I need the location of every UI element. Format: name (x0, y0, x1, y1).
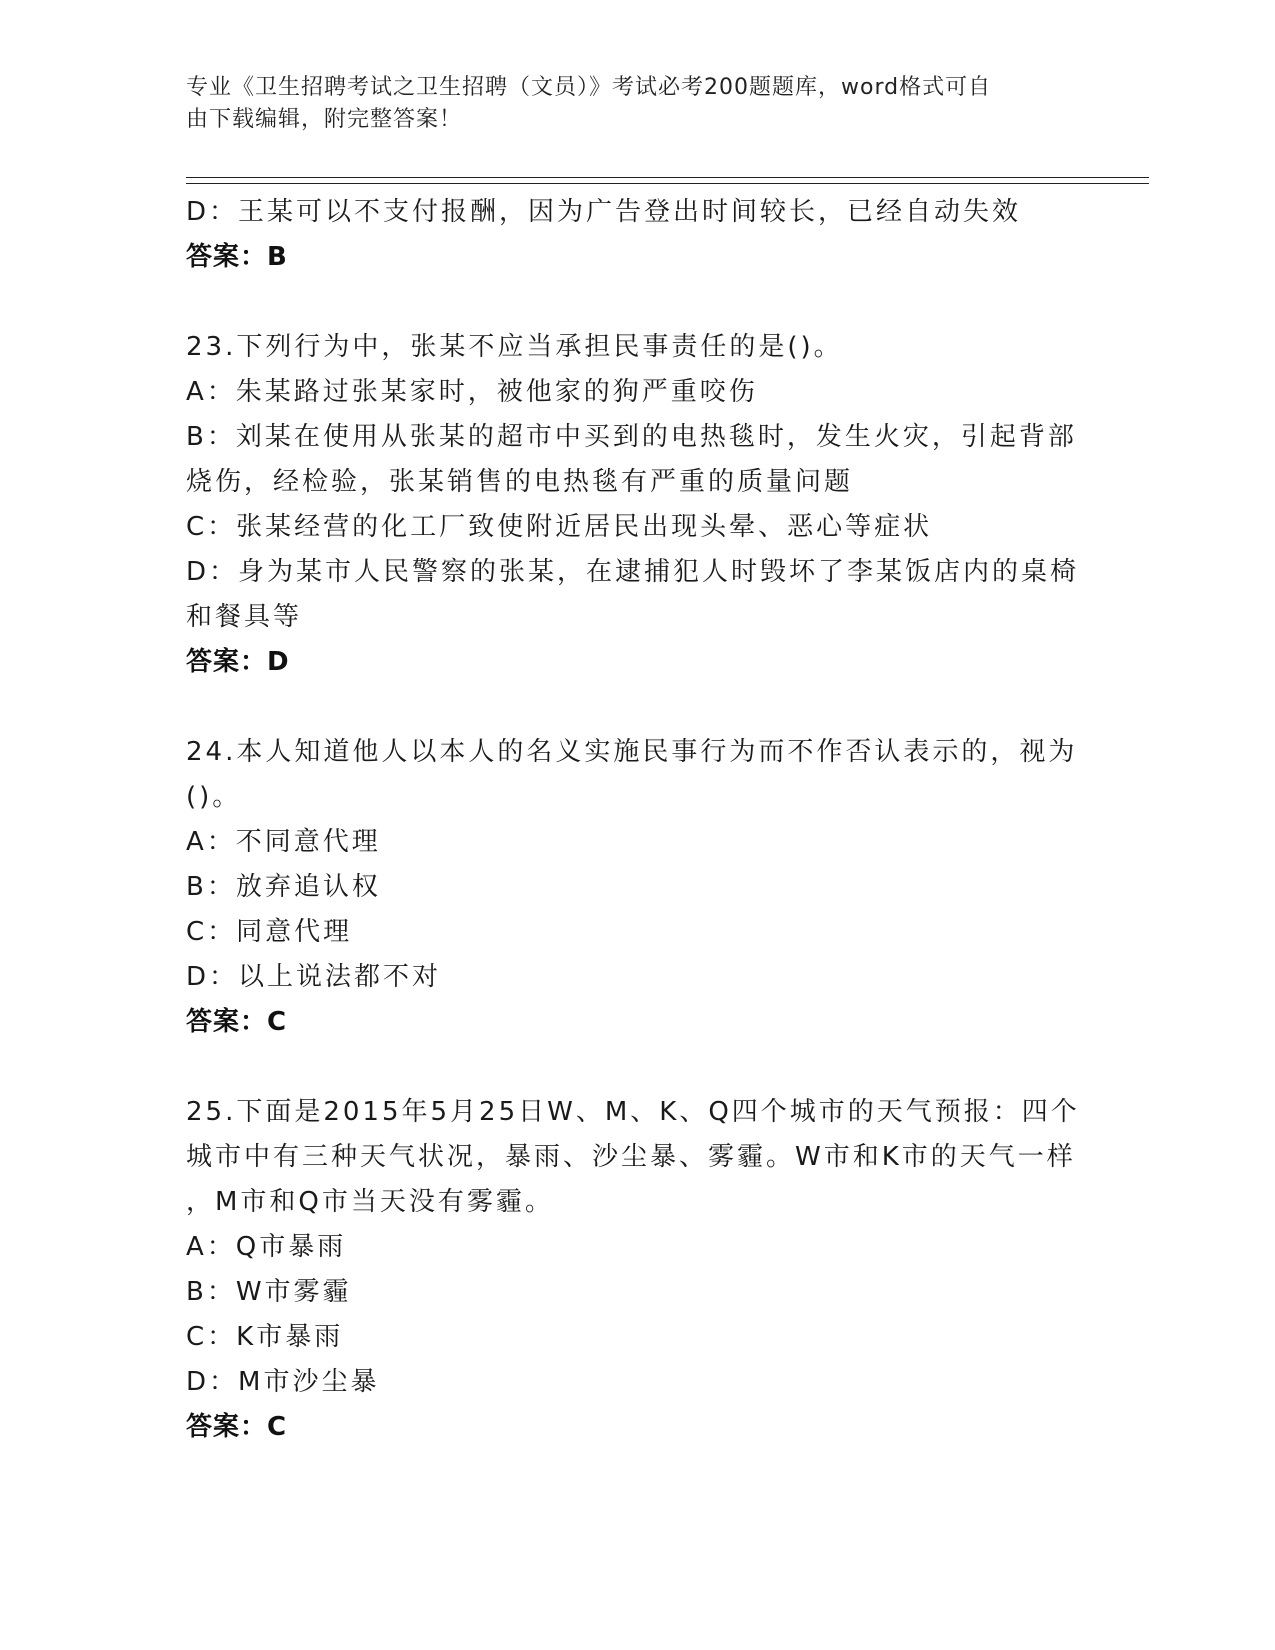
q23-stem: 23.下列行为中，张某不应当承担民事责任的是()。 (186, 332, 843, 362)
q22-option-d: D：王某可以不支付报酬，因为广告登出时间较长，已经自动失效 (186, 197, 1022, 227)
question-22 (186, 190, 1086, 280)
q23-option-a: A：朱某路过张某家时，被他家的狗严重咬伤 (186, 377, 758, 407)
question-25 (186, 1090, 1086, 1450)
q23-option-b-line-1: B：刘某在使用从张某的超市中买到的电热毯时，发生火灾，引起背部 (186, 422, 1077, 452)
q24-answer: 答案：C (186, 1007, 288, 1037)
q24-option-a: A：不同意代理 (186, 827, 381, 857)
question-24 (186, 730, 1086, 1045)
question-23 (186, 325, 1086, 685)
q23-option-d-line-1: D：身为某市人民警察的张某，在逮捕犯人时毁坏了李某饭店内的桌椅 (186, 557, 1080, 587)
q24-option-b: B：放弃追认权 (186, 872, 381, 902)
q25-option-c: C：K市暴雨 (186, 1322, 344, 1352)
q24-stem-line-2: ()。 (186, 782, 242, 812)
header-line-2: 由下载编辑，附完整答案！ (186, 107, 463, 132)
q25-stem-line-3: ，M市和Q市当天没有雾霾。 (186, 1187, 554, 1217)
q23-option-b-line-2: 烧伤，经检验，张某销售的电热毯有严重的质量问题 (186, 467, 854, 497)
document-header (186, 72, 1066, 136)
header-divider-top (186, 177, 1149, 178)
q25-option-a: A：Q市暴雨 (186, 1232, 347, 1262)
header-divider-bottom (186, 183, 1149, 184)
q23-option-d-line-2: 和餐具等 (186, 602, 303, 632)
header-line-1: 专业《卫生招聘考试之卫生招聘（文员）》考试必考200题题库，word格式可自 (186, 75, 992, 100)
spacer (186, 685, 1086, 730)
q24-option-c: C：同意代理 (186, 917, 353, 947)
q25-option-b: B：W市雾霾 (186, 1277, 352, 1307)
q25-stem-line-2: 城市中有三种天气状况，暴雨、沙尘暴、雾霾。W市和K市的天气一样 (186, 1142, 1076, 1172)
spacer (186, 280, 1086, 325)
q23-answer: 答案：D (186, 647, 290, 677)
spacer (186, 1045, 1086, 1090)
q24-option-d: D：以上说法都不对 (186, 962, 442, 992)
q22-answer: 答案：B (186, 242, 288, 272)
q25-answer: 答案：C (186, 1412, 288, 1442)
q25-option-d: D：M市沙尘暴 (186, 1367, 380, 1397)
q23-option-c: C：张某经营的化工厂致使附近居民出现头晕、恶心等症状 (186, 512, 933, 542)
q25-stem-line-1: 25.下面是2015年5月25日W、M、K、Q四个城市的天气预报：四个 (186, 1097, 1080, 1127)
question-list (186, 190, 1086, 1450)
q24-stem-line-1: 24.本人知道他人以本人的名义实施民事行为而不作否认表示的，视为 (186, 737, 1078, 767)
